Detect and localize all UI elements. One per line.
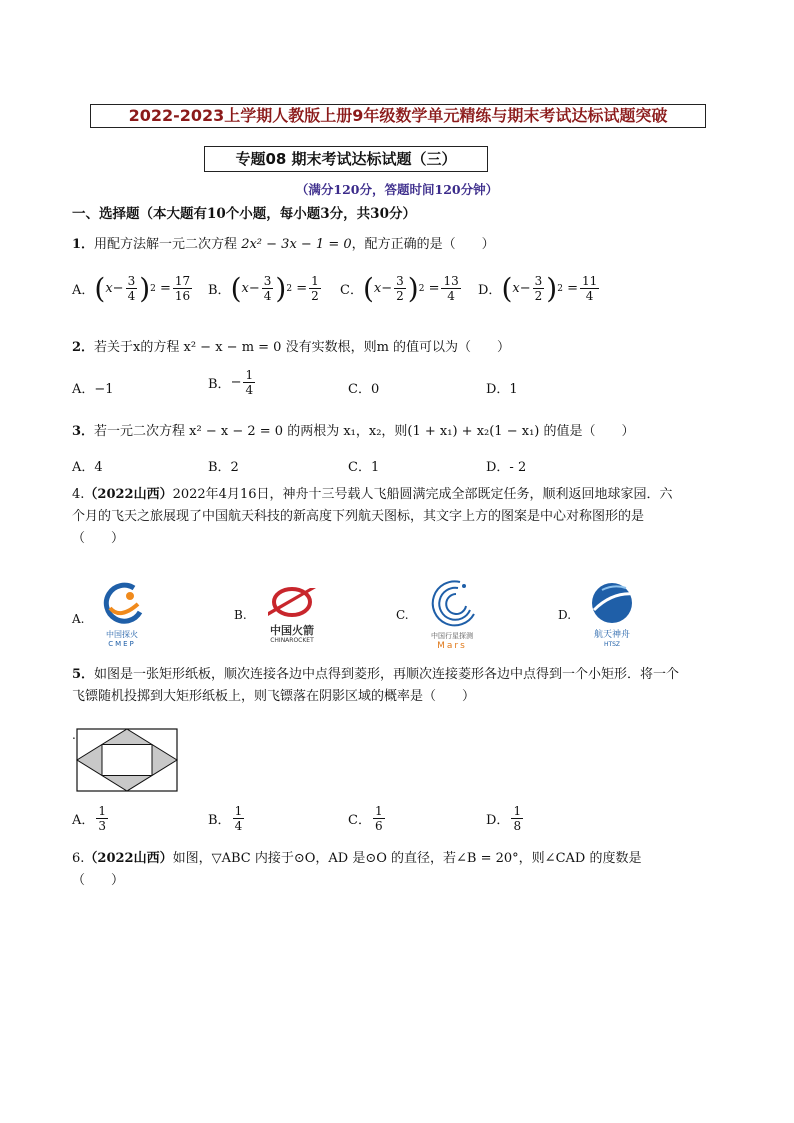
china-rocket-logo-icon <box>258 584 326 620</box>
question-text: 如图是一张矩形纸板，顺次连接各边中点得到菱形，再顺次连接菱形各边中点得到一个小矩形．将一个 <box>94 667 680 682</box>
right-paren: ) <box>546 271 558 305</box>
left-paren: ( <box>501 271 513 305</box>
q4-option-c-logo[interactable] <box>420 578 484 651</box>
logo-caption: CMEP <box>108 640 136 648</box>
q5-option-b[interactable] <box>208 804 246 833</box>
question-number: 5． <box>72 667 95 682</box>
logo-caption: Mars <box>437 641 467 651</box>
question-text: 如图，▽ABC 内接于⊙O，AD 是⊙O 的直径，若∠B = 20°，则∠CAD 的度数是 <box>172 851 642 866</box>
option-label: D． <box>478 283 502 298</box>
fraction: $\frac{3}{4}$ <box>263 274 272 303</box>
question-number: 6. <box>72 851 85 866</box>
option-label: B． <box>208 377 231 392</box>
fraction: $\frac{3}{2}$ <box>534 274 543 303</box>
right-paren: ) <box>275 271 287 305</box>
fraction: $\frac{3}{2}$ <box>396 274 404 303</box>
question-5 <box>72 664 722 708</box>
fraction: $\frac{1}{4}$ <box>245 368 254 397</box>
q4-option-d-logo[interactable] <box>584 580 640 648</box>
q2-option-a[interactable]: A．−1 <box>72 382 114 397</box>
q1-option-a[interactable]: A． ( x − $\frac{3}{4}$ ) 2 = $\frac{17}{16}$ <box>72 271 191 305</box>
q4-option-a-logo[interactable] <box>94 582 150 646</box>
cmep-logo-icon <box>94 582 150 626</box>
minus: − <box>519 281 531 296</box>
question-text: 飞镖随机投掷到大矩形纸板上，则飞镖落在阴影区域的概率是（ ） <box>72 689 476 704</box>
fraction: $\frac{1}{6}$ <box>374 804 383 833</box>
q1-option-c[interactable]: C． ( x − $\frac{3}{2}$ ) 2 = $\frac{13}{4}$ <box>340 271 459 305</box>
square: 2 <box>286 283 293 294</box>
var-x: x <box>241 281 249 296</box>
question-number: 2． <box>72 340 95 355</box>
equation: 2x² − 3x − 1 = 0 <box>241 237 352 252</box>
logo-caption: HTSZ <box>603 641 621 648</box>
question-source-tag: （2022山西） <box>84 851 173 866</box>
rectangle-rhombus-figure <box>76 728 178 792</box>
question-3 <box>72 420 634 439</box>
question-number: 3． <box>72 424 95 439</box>
right-paren: ) <box>407 271 419 305</box>
question-1 <box>72 233 495 252</box>
question-text: 2022年4月16日，神舟十三号载人飞船圆满完成全部既定任务，顺利返回地球家园．六 <box>172 487 673 502</box>
var-x: x <box>373 281 382 296</box>
q3-option-a[interactable]: A．4 <box>72 460 103 475</box>
question-text: （ ） <box>72 873 125 888</box>
question-6 <box>72 848 722 892</box>
fraction: $\frac{1}{2}$ <box>311 274 319 303</box>
mars-logo-icon <box>420 578 484 628</box>
option-label: A． <box>72 813 95 828</box>
q4-option-b-logo[interactable] <box>258 584 326 646</box>
option-label: C． <box>340 283 363 298</box>
fraction: $\frac{1}{8}$ <box>513 804 522 833</box>
question-text: 若一元二次方程 x² − x − 2 = 0 的两根为 x₁，x₂，则(1 + x₁) + x₂(1 − x₁) 的值是（ ） <box>94 424 635 439</box>
document-subtitle: 专题08 期末考试达标试题（三） <box>204 146 488 172</box>
fraction: $\frac{1}{4}$ <box>234 804 243 833</box>
left-paren: ( <box>94 271 106 305</box>
q2-option-c[interactable]: C．0 <box>348 382 380 397</box>
question-text: 若关于x的方程 x² − x − m = 0 没有实数根，则m 的值可以为（ ） <box>94 340 511 355</box>
document-banner-title: 2022-2023上学期人教版上册9年级数学单元精练与期末考试达标试题突破 <box>90 104 706 128</box>
fraction: $\frac{1}{3}$ <box>98 804 107 833</box>
question-text: 用配方法解一元二次方程 <box>94 237 238 252</box>
q1-option-b[interactable]: B． ( x − $\frac{3}{4}$ ) 2 = $\frac{1}{2}$ <box>208 271 319 305</box>
fraction: $\frac{11}{4}$ <box>581 274 598 303</box>
q3-option-b[interactable]: B．2 <box>208 460 239 475</box>
logo-caption: 航天神舟 <box>593 630 630 640</box>
right-paren: ) <box>139 271 151 305</box>
var-x: x <box>512 281 520 296</box>
q4-option-a-label[interactable]: A. <box>72 612 85 626</box>
option-label: D． <box>486 813 510 828</box>
q5-option-a[interactable] <box>72 804 110 833</box>
q3-option-d[interactable]: D．- 2 <box>486 460 527 475</box>
q4-option-d-label[interactable]: D. <box>558 608 572 622</box>
q5-option-c[interactable] <box>348 804 387 833</box>
q4-option-c-label[interactable]: C. <box>396 608 409 622</box>
logo-caption: 中国探火 <box>106 630 138 639</box>
question-number: 4. <box>72 487 85 502</box>
section-heading-choice: 一、选择题（本大题有10个小题，每小题3分，共30分） <box>72 206 416 222</box>
q3-option-c[interactable]: C．1 <box>348 460 380 475</box>
square: 2 <box>418 283 425 294</box>
fraction: $\frac{3}{4}$ <box>127 274 136 303</box>
minus: − <box>112 281 124 296</box>
option-label: A． <box>72 283 95 298</box>
question-text: 个月的飞天之旅展现了中国航天科技的新高度下列航天图标，其文字上方的图案是中心对称图形的是 <box>72 509 645 524</box>
fraction: $\frac{17}{16}$ <box>174 274 191 303</box>
square: 2 <box>557 283 563 294</box>
left-paren: ( <box>362 271 374 305</box>
minus: − <box>230 375 242 390</box>
option-label: B． <box>208 283 231 298</box>
exam-note: （满分120分，答题时间120分钟） <box>295 182 499 197</box>
stray-dot: . <box>72 728 76 742</box>
minus: − <box>248 281 260 296</box>
option-label: C． <box>348 813 371 828</box>
htsz-logo-icon <box>584 580 640 626</box>
logo-caption: 中国火箭 <box>270 624 314 637</box>
logo-caption: 中国行星探测 <box>431 632 473 640</box>
left-paren: ( <box>230 271 242 305</box>
q4-option-b-label[interactable]: B. <box>234 608 247 622</box>
option-label: B． <box>208 813 231 828</box>
var-x: x <box>105 281 113 296</box>
question-4 <box>72 484 722 550</box>
q2-option-b[interactable] <box>208 368 257 397</box>
question-2 <box>72 336 510 355</box>
logo-caption: CHINAROCKET <box>270 637 314 644</box>
minus: − <box>381 281 393 296</box>
square: 2 <box>150 283 156 294</box>
q1-option-d[interactable]: D． ( x − $\frac{3}{2}$ ) 2 = $\frac{11}{4}$ <box>478 271 598 305</box>
question-number: 1． <box>72 237 95 252</box>
question-text: ，配方正确的是（ ） <box>351 237 495 252</box>
q5-option-d[interactable] <box>486 804 525 833</box>
question-text: （ ） <box>72 531 125 546</box>
question-source-tag: （2022山西） <box>84 487 173 502</box>
fraction: $\frac{13}{4}$ <box>443 274 459 303</box>
q2-option-d[interactable]: D．1 <box>486 382 518 397</box>
